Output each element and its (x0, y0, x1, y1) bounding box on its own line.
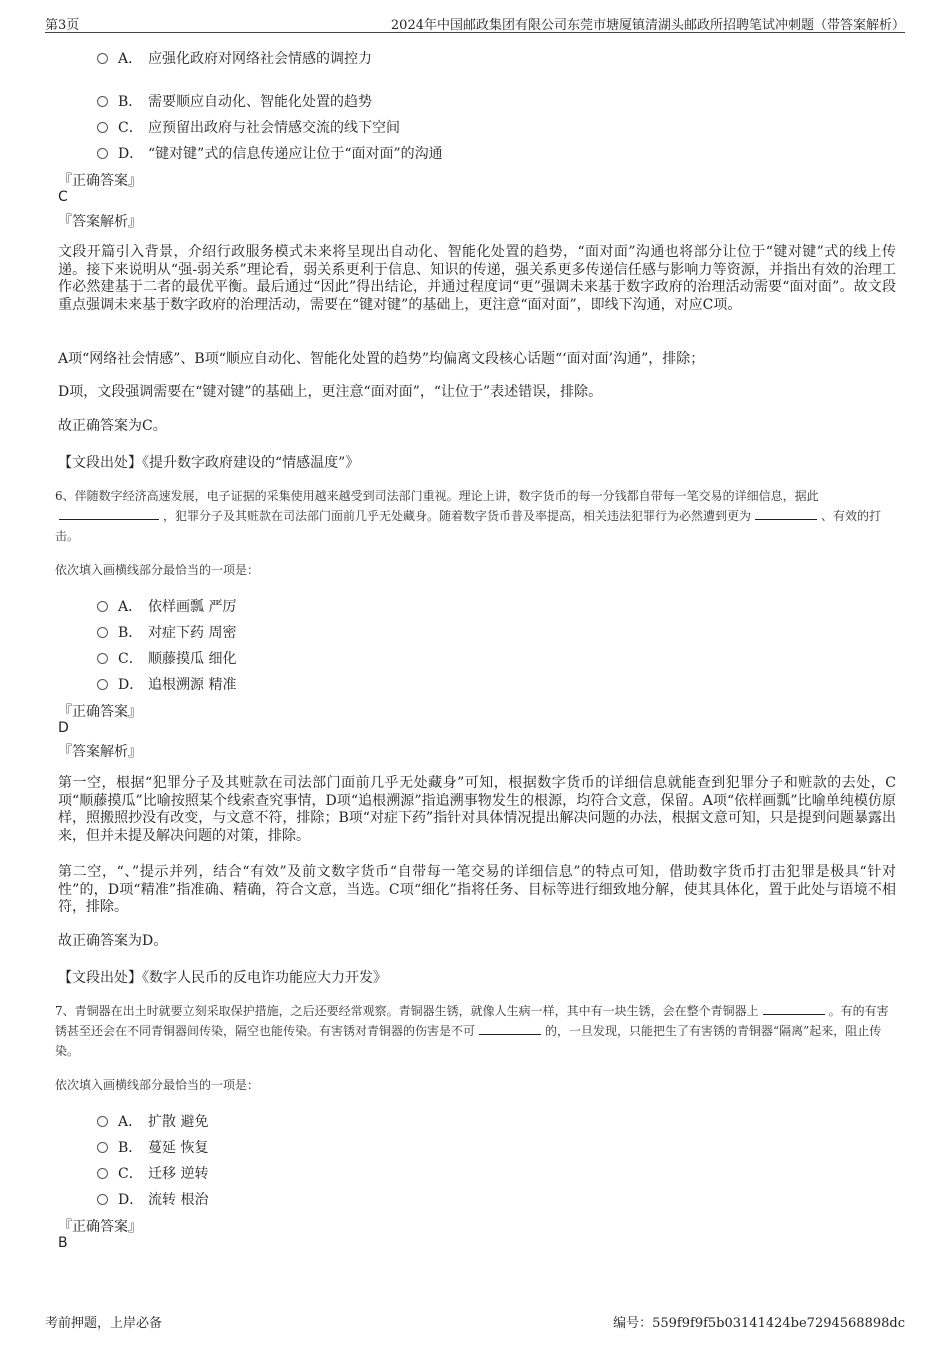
q6-source: 【文段出处】《数字人民币的反电诈功能应大力开发》 (58, 970, 387, 986)
document-id: 编号：559f9f9f5b03141424be7294568898dc (613, 1316, 905, 1331)
q5-analysis-label: 『答案解析』 (58, 214, 142, 230)
document-title: 2024年中国邮政集团有限公司东莞市塘厦镇清湖头邮政所招聘笔试冲刺题（带答案解析） (390, 18, 905, 33)
radio-icon[interactable] (97, 627, 108, 638)
radio-icon[interactable] (97, 1142, 108, 1153)
page-number: 第3页 (45, 18, 80, 33)
q5-correct-label: 『正确答案』 (58, 173, 142, 189)
q6-option-b[interactable]: B． 对症下药 周密 (97, 622, 236, 642)
q7-correct-answer: B (58, 1235, 68, 1251)
footer-slogan: 考前押题，上岸必备 (45, 1316, 163, 1331)
q7-correct-label: 『正确答案』 (58, 1219, 142, 1235)
radio-icon[interactable] (97, 601, 108, 612)
q6-analysis-label: 『答案解析』 (58, 744, 142, 760)
q5-analysis-para-1: 文段开篇引入背景，介绍行政服务模式未来将呈现出自动化、智能化处置的趋势，“面对面”沟通也将部分让位于“键对键”式的线上传递。接下来说明从“强-弱关系”理论看，弱关系更利于信息、知识的传递，强关系更多传递信任感与影响力等资源，并指出有效的治理工作必然建基于二者的最优平衡。最后通过“因此”得出结论，并通过程度词“更”强调未来基于数字政府的治理活动需要“面对面”。故文段重点强调未来基于数字政府的治理活动，需要在“键对键”的基础上，更注意“面对面”，即线下沟通，对应C项。 (58, 244, 896, 313)
radio-icon[interactable] (97, 1116, 108, 1127)
q6-option-d[interactable]: D． 追根溯源 精准 (97, 674, 236, 694)
q5-analysis-para-2: A项“网络社会情感”、B项“顺应自动化、智能化处置的趋势”均偏离文段核心话题“‘面对面’沟通”，排除； (58, 351, 705, 367)
q6-instruction: 依次填入画横线部分最恰当的一项是： (55, 563, 260, 577)
q6-blank-2 (755, 507, 817, 520)
q6-analysis-para-1: 第一空，根据“犯罪分子及其赃款在司法部门面前几乎无处藏身”可知，根据数字货币的详细信息就能查到犯罪分子和赃款的去处，C项“顺藤摸瓜”比喻按照某个线索查究事情，D项“追根溯源”指追溯事物发生的根源，均符合文意，保留。A项“依样画瓢”比喻单纯模仿原样，照搬照抄没有改变，与文意不符，排除；B项“对症下药”指针对具体情况提出解决问题的办法，根据文意可知，只是提到问题暴露出来，但并未提及解决问题的对策，排除。 (58, 775, 896, 844)
q5-correct-answer: C (58, 189, 68, 205)
q7-question-text: 7、青铜器在出土时就要立刻采取保护措施，之后还要经常观察。青铜器生锈，就像人生病一样，其中有一块生锈，会在整个青铜器上 。有的有害锈甚至还会在不同青铜器间传染，隔空也能传染。有害锈对青铜器的伤害是不可 的，一旦发现，只能把生了有害锈的青铜器“隔离”起来，阻止传染。 (55, 1004, 889, 1058)
q7-option-b[interactable]: B． 蔓延 恢复 (97, 1137, 208, 1157)
q6-question-text: 6、伴随数字经济高速发展，电子证据的采集使用越来越受到司法部门重视。理论上讲，数字货币的每一分钱都自带每一笔交易的详细信息，据此，犯罪分子及其赃款在司法部门面前几乎无处藏身。随着数字货币普及率提高，相关违法犯罪行为必然遭到更为 、有效的打击。 (55, 489, 882, 543)
radio-icon[interactable] (97, 53, 108, 64)
radio-icon[interactable] (97, 96, 108, 107)
radio-icon[interactable] (97, 679, 108, 690)
q7-option-c[interactable]: C． 迁移 逆转 (97, 1163, 208, 1183)
radio-icon[interactable] (97, 1194, 108, 1205)
q5-option-a[interactable]: A． 应强化政府对网络社会情感的调控力 (97, 48, 372, 68)
q5-source: 【文段出处】《提升数字政府建设的“情感温度”》 (58, 455, 360, 471)
q6-correct-answer: D (58, 720, 69, 736)
q6-analysis-para-2: 第二空，“、”提示并列，结合“有效”及前文数字货币“自带每一笔交易的详细信息”的特点可知，借助数字货币打击犯罪是极具“针对性”的，D项“精准”指准确、精确，符合文意，当选。C项“细化”指将任务、目标等进行细致地分解，使其具体化，置于此处与语境不相符，排除。 (58, 864, 896, 915)
q7-option-a[interactable]: A． 扩散 避免 (97, 1111, 208, 1131)
q5-analysis-para-3: D项，文段强调需要在“键对键”的基础上，更注意“面对面”，“让位于”表述错误，排除。 (58, 384, 603, 400)
page-footer (45, 1312, 905, 1332)
q5-option-b[interactable]: B． 需要顺应自动化、智能化处置的趋势 (97, 91, 372, 111)
radio-icon[interactable] (97, 653, 108, 664)
radio-icon[interactable] (97, 148, 108, 159)
q6-option-c[interactable]: C． 顺藤摸瓜 细化 (97, 648, 236, 668)
q6-option-a[interactable]: A． 依样画瓢 严厉 (97, 596, 236, 616)
q6-blank-1 (59, 507, 159, 520)
q7-instruction: 依次填入画横线部分最恰当的一项是： (55, 1078, 260, 1092)
page-header (45, 12, 905, 33)
q6-correct-label: 『正确答案』 (58, 704, 142, 720)
radio-icon[interactable] (97, 122, 108, 133)
q5-analysis-para-4: 故正确答案为C。 (58, 418, 167, 434)
q7-blank-1 (763, 1002, 825, 1015)
q5-option-c[interactable]: C． 应预留出政府与社会情感交流的线下空间 (97, 117, 400, 137)
q7-blank-2 (479, 1022, 541, 1035)
q7-option-d[interactable]: D． 流转 根治 (97, 1189, 208, 1209)
q6-analysis-para-3: 故正确答案为D。 (58, 933, 168, 949)
radio-icon[interactable] (97, 1168, 108, 1179)
q5-option-d[interactable]: D． “键对键”式的信息传递应让位于“面对面”的沟通 (97, 143, 443, 163)
